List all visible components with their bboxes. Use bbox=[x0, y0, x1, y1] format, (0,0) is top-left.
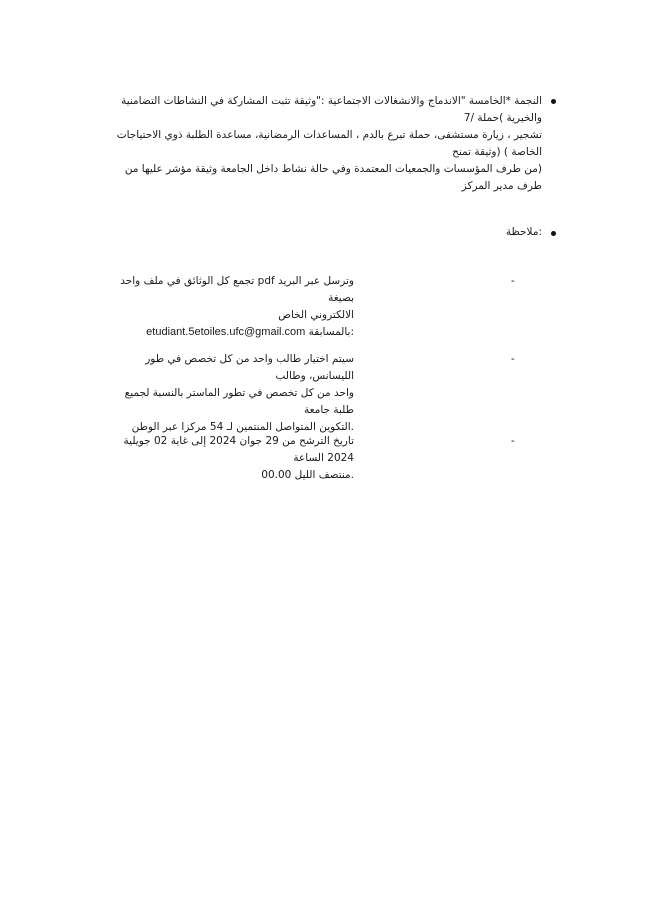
note-text: :بالمسابقة bbox=[308, 326, 354, 338]
note-line: .التكوين المتواصل المنتمين لـ 54 مركزا عبر الوطن bbox=[131, 421, 354, 433]
paragraph-line: النجمة *الخامسة "الاندماج والانشغالات الاجتماعية :"وثيقة تثبت المشاركة في النشاطات التضامنية والخيرية )حملة /7 bbox=[121, 95, 542, 124]
bullet-icon bbox=[551, 99, 556, 104]
note-line: وترسل عبر البريد pdf تجمع كل الوثائق في ملف واحد بصيغة bbox=[120, 275, 354, 304]
note-heading bbox=[342, 224, 542, 241]
note-label: :ملاحظة bbox=[505, 226, 542, 238]
note-line: الالكتروني الخاص bbox=[278, 309, 354, 321]
email-address: etudiant.5etoiles.ufc@gmail.com bbox=[146, 326, 306, 338]
paragraph-line: (من طرف المؤسسات والجمعيات المعتمدة وفي حالة نشاط داخل الجامعة وثيقة مؤشر عليها من طرف مدير المركز bbox=[124, 163, 542, 192]
note-item-submission bbox=[104, 273, 354, 341]
dash-marker: - bbox=[511, 353, 515, 365]
bullet-icon bbox=[551, 231, 556, 236]
note-item-deadline bbox=[104, 433, 354, 484]
note-line: .منتصف الليل 00.00 bbox=[261, 469, 354, 481]
dash-marker: - bbox=[511, 275, 515, 287]
dash-marker: - bbox=[511, 435, 515, 447]
note-item-selection bbox=[104, 351, 354, 436]
note-line: سيتم اختيار طالب واحد من كل تخصص في طور الليسانس، وطالب bbox=[145, 353, 354, 382]
note-line: تاريخ الترشح من 29 جوان 2024 إلى غاية 02 جويلية 2024 الساعة bbox=[123, 435, 354, 464]
note-line: واحد من كل تخصص في تطور الماستر بالنسبة لجميع طلبة جامعة bbox=[124, 387, 354, 416]
criterion-five-paragraph bbox=[112, 93, 542, 195]
paragraph-line: تشجير ، زيارة مستشفى، حملة تبرع بالدم ، المساعدات الرمضانية، مساعدة الطلبة ذوي الاحتياجات الخاصة ) (وثيقة تمنح bbox=[116, 129, 542, 158]
note-line-email bbox=[104, 324, 354, 341]
